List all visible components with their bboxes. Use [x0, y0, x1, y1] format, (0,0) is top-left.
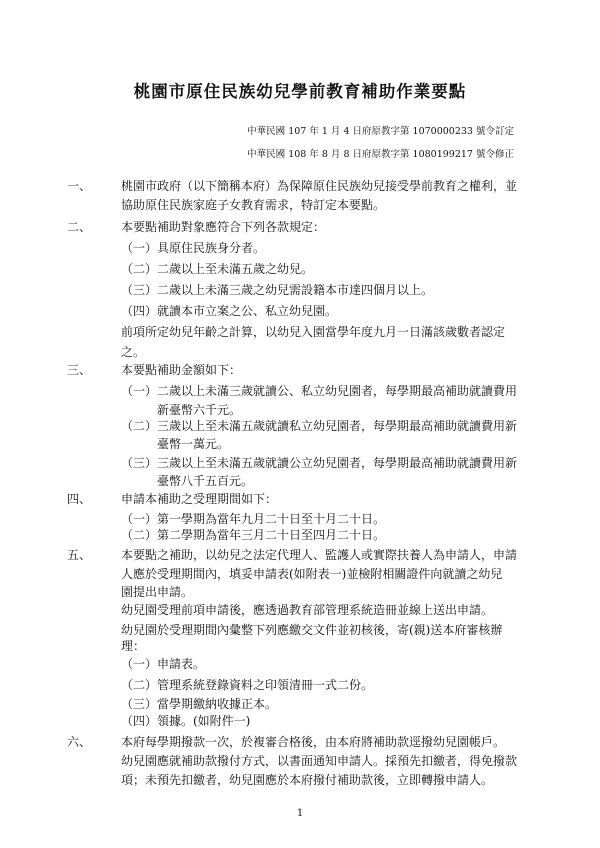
list-item: （一）二歲以上未滿三歲就讀公、私立幼兒園者，每學期最高補助就讀費用 — [121, 384, 518, 398]
list-item: （四）領據。(如附件一) — [121, 714, 251, 728]
section-line: 項；未預先扣繳者，幼兒園應於本府撥付補助款後，立即轉撥申請人。 — [121, 773, 494, 787]
section-line: 人應於受理期間內，填妥申請表(如附表一)並檢附相關證件向就讀之幼兒 — [121, 567, 503, 581]
section-line: 前項所定幼兒年齡之計算，以幼兒入園當學年度九月一日滿該歲數者認定 — [121, 325, 506, 339]
section-number: 三、 — [67, 363, 92, 377]
section-line: 本要點補助對象應符合下列各款規定： — [121, 220, 326, 234]
list-item: （四）就讀本市立案之公、私立幼兒園。 — [121, 304, 338, 318]
list-item: （二）第二學期為當年三月二十日至四月二十日。 — [121, 528, 386, 542]
section-line: 本要點補助金額如下： — [121, 363, 242, 377]
section-number: 六、 — [67, 735, 92, 749]
list-item-continuation: 臺幣一萬元。 — [157, 437, 230, 451]
section-number: 四、 — [67, 492, 92, 506]
section-line: 理： — [121, 639, 146, 653]
section-line: 申請本補助之受理期間如下： — [121, 492, 278, 506]
section-line: 幼兒園於受理期間內彙整下列應繳交文件並初核後，寄(親)送本府審核辦 — [121, 623, 503, 637]
list-item: （一）第一學期為當年九月二十日至十月二十日。 — [121, 512, 386, 526]
list-item: （三）三歲以上至未滿五歲就讀公立幼兒園者，每學期最高補助就讀費用新 — [121, 456, 518, 470]
list-item: （一）具原住民族身分者。 — [121, 241, 266, 255]
section-line: 協助原住民族家庭子女教育需求，特訂定本要點。 — [121, 198, 386, 212]
section-line: 幼兒園應就補助款撥付方式，以書面通知申請人。採預先扣繳者，得免撥款 — [121, 754, 518, 768]
amendment-note: 中華民國 108 年 8 月 8 日府原教字第 1080199217 號令修正 — [247, 149, 514, 160]
section-line: 園提出申請。 — [121, 585, 194, 599]
document-title: 桃園市原住民族幼兒學前教育補助作業要點 — [133, 82, 467, 101]
list-item-continuation: 新臺幣六千元。 — [157, 403, 242, 417]
section-line: 桃園市政府（以下簡稱本府）為保障原住民族幼兒接受學前教育之權利，並 — [121, 179, 518, 193]
section-line: 本要點之補助，以幼兒之法定代理人、監護人或實際扶養人為申請人，申請 — [121, 548, 518, 562]
list-item: （二）二歲以上至未滿五歲之幼兒。 — [121, 262, 314, 276]
list-item: （三）二歲以上未滿三歲之幼兒需設籍本市達四個月以上。 — [121, 283, 434, 297]
list-item-continuation: 臺幣八千五百元。 — [157, 474, 254, 488]
section-line: 之。 — [121, 345, 146, 359]
page-number: 1 — [296, 808, 304, 819]
section-number: 二、 — [67, 220, 92, 234]
list-item: （二）三歲以上至未滿五歲就讀私立幼兒園者，每學期最高補助就讀費用新 — [121, 419, 518, 433]
list-item: （一）申請表。 — [121, 657, 206, 671]
section-number: 五、 — [67, 548, 92, 562]
list-item: （二）管理系統登錄資料之印領清冊一式二份。 — [121, 678, 374, 692]
list-item: （三）當學期繳納收據正本。 — [121, 697, 278, 711]
section-line: 幼兒園受理前項申請後，應透過教育部管理系統造冊並線上送出申請。 — [121, 603, 494, 617]
section-line: 本府每學期撥款一次，於複審合格後，由本府將補助款逕撥幼兒園帳戶。 — [121, 735, 506, 749]
section-number: 一、 — [67, 179, 92, 193]
enactment-note: 中華民國 107 年 1 月 4 日府原教字第 1070000233 號令訂定 — [247, 126, 514, 137]
